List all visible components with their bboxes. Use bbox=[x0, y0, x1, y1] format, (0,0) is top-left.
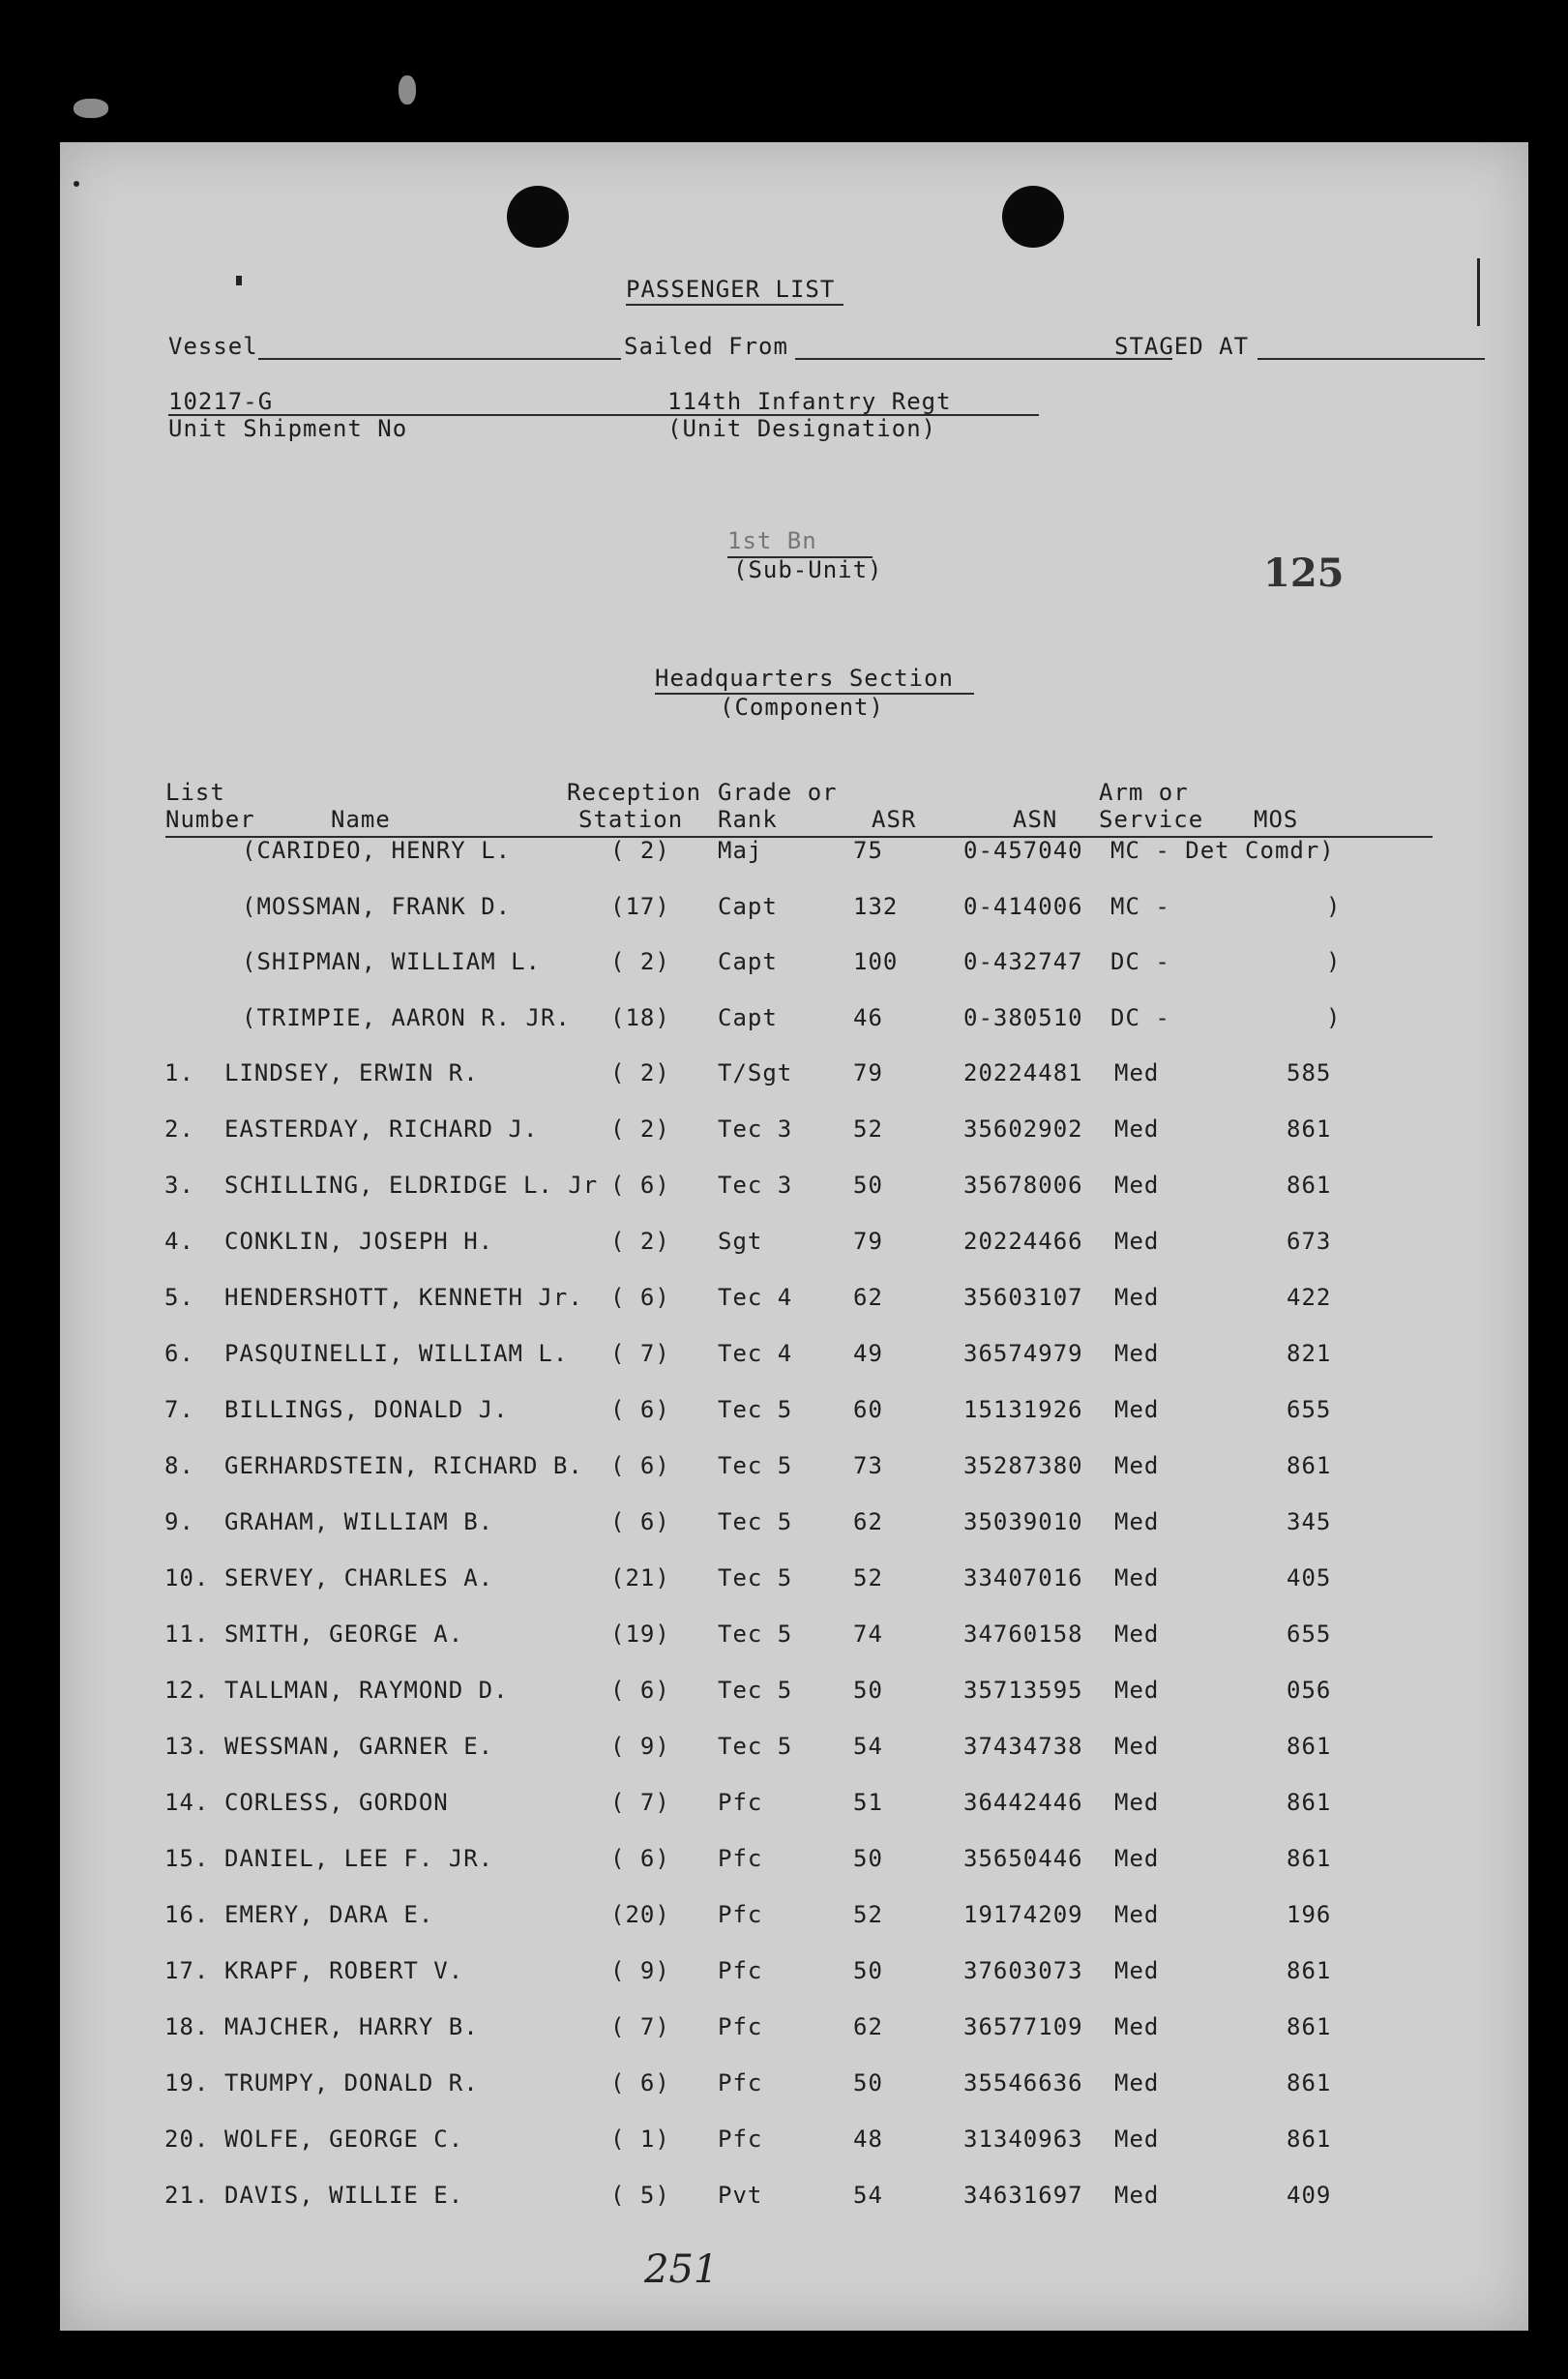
passenger-name: KRAPF, ROBERT V. bbox=[224, 1957, 464, 1984]
col-grade-2: Rank bbox=[718, 806, 778, 833]
grade: Sgt bbox=[718, 1228, 763, 1255]
arm-or-service: Med bbox=[1114, 1340, 1160, 1367]
mos: ) bbox=[1326, 948, 1342, 976]
col-mos: MOS bbox=[1254, 806, 1299, 833]
arm-or-service: Med bbox=[1114, 1508, 1160, 1535]
grade: Tec 3 bbox=[718, 1172, 793, 1199]
grade: Pfc bbox=[718, 2126, 763, 2153]
arm-or-service: Med bbox=[1114, 1957, 1160, 1984]
margin-mark bbox=[236, 276, 242, 285]
list-number: 21. bbox=[164, 2182, 210, 2209]
arm-or-service: Med bbox=[1114, 1789, 1160, 1816]
mos: 861 bbox=[1287, 1789, 1332, 1816]
asn: 20224481 bbox=[963, 1059, 1083, 1086]
col-list-number-1: List bbox=[165, 779, 225, 806]
asr: 74 bbox=[853, 1621, 883, 1648]
reception-station: ( 2) bbox=[610, 837, 670, 864]
title-underline bbox=[626, 304, 843, 306]
arm-or-service: Med bbox=[1114, 1172, 1160, 1199]
asr: 50 bbox=[853, 1677, 883, 1704]
arm-or-service: Med bbox=[1114, 1396, 1160, 1423]
passenger-name: MAJCHER, HARRY B. bbox=[224, 2013, 479, 2040]
asr: 54 bbox=[853, 1733, 883, 1760]
asr: 46 bbox=[853, 1004, 883, 1032]
asr: 52 bbox=[853, 1901, 883, 1928]
arm-or-service: DC - bbox=[1110, 948, 1170, 976]
asr: 75 bbox=[853, 837, 883, 864]
list-number: 3. bbox=[164, 1172, 194, 1199]
sub-unit-label: (Sub-Unit) bbox=[733, 556, 883, 583]
reception-station: (17) bbox=[610, 892, 670, 920]
mos: 861 bbox=[1287, 1452, 1332, 1479]
officer-row bbox=[60, 1004, 1528, 1039]
mos: 585 bbox=[1287, 1059, 1332, 1086]
reception-station: (21) bbox=[610, 1564, 670, 1591]
passenger-row bbox=[60, 1789, 1528, 1824]
arm-or-service: Med bbox=[1114, 1059, 1160, 1086]
passenger-name: TRUMPY, DONALD R. bbox=[224, 2069, 479, 2096]
grade: Tec 4 bbox=[718, 1340, 793, 1367]
passenger-row bbox=[60, 1508, 1528, 1543]
officer-name: (SHIPMAN, WILLIAM L. bbox=[242, 948, 541, 976]
asr: 51 bbox=[853, 1789, 883, 1816]
asn: 35650446 bbox=[963, 1845, 1083, 1872]
asn: 36574979 bbox=[963, 1340, 1083, 1367]
officer-name: (TRIMPIE, AARON R. JR. bbox=[242, 1004, 571, 1032]
list-number: 15. bbox=[164, 1845, 210, 1872]
officer-row bbox=[60, 948, 1528, 983]
list-number: 13. bbox=[164, 1733, 210, 1760]
arm-or-service: Med bbox=[1114, 1115, 1160, 1143]
grade: Tec 5 bbox=[718, 1396, 793, 1423]
margin-mark bbox=[1477, 258, 1480, 326]
passenger-row bbox=[60, 2069, 1528, 2104]
film-speck bbox=[399, 75, 416, 104]
mos: ) bbox=[1326, 892, 1342, 920]
asr: 50 bbox=[853, 1172, 883, 1199]
passenger-row bbox=[60, 1677, 1528, 1711]
grade: Tec 5 bbox=[718, 1564, 793, 1591]
passenger-row bbox=[60, 1733, 1528, 1768]
mos: 861 bbox=[1287, 2126, 1332, 2153]
list-number: 16. bbox=[164, 1901, 210, 1928]
mos: 861 bbox=[1287, 1845, 1332, 1872]
passenger-name: EMERY, DARA E. bbox=[224, 1901, 434, 1928]
punch-hole bbox=[1002, 186, 1064, 248]
list-number: 14. bbox=[164, 1789, 210, 1816]
grade: Pfc bbox=[718, 1789, 763, 1816]
passenger-name: TALLMAN, RAYMOND D. bbox=[224, 1677, 509, 1704]
asn: 37603073 bbox=[963, 1957, 1083, 1984]
asn: 35678006 bbox=[963, 1172, 1083, 1199]
arm-or-service: Med bbox=[1114, 2126, 1160, 2153]
reception-station: ( 2) bbox=[610, 1059, 670, 1086]
asn: 19174209 bbox=[963, 1901, 1083, 1928]
col-asr: ASR bbox=[872, 806, 917, 833]
list-number: 10. bbox=[164, 1564, 210, 1591]
mos: 861 bbox=[1287, 1172, 1332, 1199]
margin-mark bbox=[74, 181, 79, 187]
sub-unit: 1st Bn bbox=[727, 527, 817, 554]
list-number: 19. bbox=[164, 2069, 210, 2096]
component-label: (Component) bbox=[720, 694, 884, 721]
asr: 62 bbox=[853, 1284, 883, 1311]
passenger-row bbox=[60, 1284, 1528, 1319]
mos: 196 bbox=[1287, 1901, 1332, 1928]
grade: Tec 5 bbox=[718, 1677, 793, 1704]
passenger-row bbox=[60, 1059, 1528, 1094]
col-reception-1: Reception bbox=[567, 779, 702, 806]
mos: 861 bbox=[1287, 1733, 1332, 1760]
asr: 132 bbox=[853, 892, 899, 920]
col-reception-2: Station bbox=[578, 806, 684, 833]
passenger-name: WOLFE, GEORGE C. bbox=[224, 2126, 464, 2153]
officer-name: (MOSSMAN, FRANK D. bbox=[242, 892, 512, 920]
reception-station: ( 6) bbox=[610, 1677, 670, 1704]
reception-station: ( 9) bbox=[610, 1733, 670, 1760]
grade: Tec 3 bbox=[718, 1115, 793, 1143]
shipment-number: 10217-G bbox=[168, 388, 274, 415]
passenger-name: WESSMAN, GARNER E. bbox=[224, 1733, 494, 1760]
passenger-name: GERHARDSTEIN, RICHARD B. bbox=[224, 1452, 583, 1479]
reception-station: ( 6) bbox=[610, 1396, 670, 1423]
passenger-name: BILLINGS, DONALD J. bbox=[224, 1396, 509, 1423]
arm-or-service: Med bbox=[1114, 1677, 1160, 1704]
reception-station: ( 7) bbox=[610, 1340, 670, 1367]
passenger-row bbox=[60, 1845, 1528, 1880]
grade: Pfc bbox=[718, 2069, 763, 2096]
asn: 36577109 bbox=[963, 2013, 1083, 2040]
asr: 50 bbox=[853, 1845, 883, 1872]
unit-designation: 114th Infantry Regt bbox=[667, 388, 952, 415]
grade: Pfc bbox=[718, 1957, 763, 1984]
officer-row bbox=[60, 893, 1528, 928]
col-name: Name bbox=[331, 806, 391, 833]
arm-or-service: Med bbox=[1114, 1845, 1160, 1872]
passenger-row bbox=[60, 1564, 1528, 1599]
asn: 36442446 bbox=[963, 1789, 1083, 1816]
grade: Tec 5 bbox=[718, 1621, 793, 1648]
passenger-row bbox=[60, 1621, 1528, 1655]
reception-station: (20) bbox=[610, 1901, 670, 1928]
mos: 861 bbox=[1287, 1957, 1332, 1984]
asr: 52 bbox=[853, 1115, 883, 1143]
asn: 35713595 bbox=[963, 1677, 1083, 1704]
arm-or-service: MC - Det Comdr) bbox=[1110, 837, 1335, 864]
passenger-row bbox=[60, 1396, 1528, 1431]
reception-station: ( 2) bbox=[610, 948, 670, 976]
reception-station: ( 2) bbox=[610, 1115, 670, 1143]
asn: 35287380 bbox=[963, 1452, 1083, 1479]
mos: 655 bbox=[1287, 1621, 1332, 1648]
passenger-name: LINDSEY, ERWIN R. bbox=[224, 1059, 479, 1086]
asn: 0-432747 bbox=[963, 948, 1083, 976]
arm-or-service: Med bbox=[1114, 2182, 1160, 2209]
passenger-row bbox=[60, 2126, 1528, 2160]
col-grade-1: Grade or bbox=[718, 779, 838, 806]
passenger-row bbox=[60, 1452, 1528, 1487]
mos: 673 bbox=[1287, 1228, 1332, 1255]
arm-or-service: Med bbox=[1114, 1564, 1160, 1591]
asr: 54 bbox=[853, 2182, 883, 2209]
arm-or-service: DC - bbox=[1110, 1004, 1170, 1032]
reception-station: ( 6) bbox=[610, 1452, 670, 1479]
mos: 655 bbox=[1287, 1396, 1332, 1423]
arm-or-service: Med bbox=[1114, 1228, 1160, 1255]
component: Headquarters Section bbox=[655, 665, 954, 692]
list-number: 9. bbox=[164, 1508, 194, 1535]
passenger-row bbox=[60, 2182, 1528, 2216]
asn: 15131926 bbox=[963, 1396, 1083, 1423]
mos: 861 bbox=[1287, 2013, 1332, 2040]
mos: 345 bbox=[1287, 1508, 1332, 1535]
asn: 35603107 bbox=[963, 1284, 1083, 1311]
asr: 62 bbox=[853, 1508, 883, 1535]
reception-station: ( 6) bbox=[610, 2069, 670, 2096]
mos: 405 bbox=[1287, 1564, 1332, 1591]
grade: Tec 4 bbox=[718, 1284, 793, 1311]
grade: Capt bbox=[718, 892, 778, 920]
asr: 48 bbox=[853, 2126, 883, 2153]
asn: 0-380510 bbox=[963, 1004, 1083, 1032]
asr: 60 bbox=[853, 1396, 883, 1423]
asr: 79 bbox=[853, 1228, 883, 1255]
asn: 35039010 bbox=[963, 1508, 1083, 1535]
grade: Tec 5 bbox=[718, 1452, 793, 1479]
passenger-name: PASQUINELLI, WILLIAM L. bbox=[224, 1340, 569, 1367]
passenger-name: SMITH, GEORGE A. bbox=[224, 1621, 464, 1648]
reception-station: ( 7) bbox=[610, 2013, 670, 2040]
arm-or-service: MC - bbox=[1110, 892, 1170, 920]
mos: 861 bbox=[1287, 2069, 1332, 2096]
asr: 50 bbox=[853, 1957, 883, 1984]
reception-station: ( 7) bbox=[610, 1789, 670, 1816]
mos: 861 bbox=[1287, 1115, 1332, 1143]
mos: 056 bbox=[1287, 1677, 1332, 1704]
asr: 50 bbox=[853, 2069, 883, 2096]
reception-station: ( 6) bbox=[610, 1845, 670, 1872]
passenger-name: DAVIS, WILLIE E. bbox=[224, 2182, 464, 2209]
passenger-name: SERVEY, CHARLES A. bbox=[224, 1564, 494, 1591]
passenger-name: HENDERSHOTT, KENNETH Jr. bbox=[224, 1284, 583, 1311]
grade: Capt bbox=[718, 948, 778, 976]
list-number: 20. bbox=[164, 2126, 210, 2153]
arm-or-service: Med bbox=[1114, 1284, 1160, 1311]
page-number-stamp: 125 bbox=[1263, 550, 1345, 596]
asr: 52 bbox=[853, 1564, 883, 1591]
mos: 821 bbox=[1287, 1340, 1332, 1367]
grade: Pfc bbox=[718, 2013, 763, 2040]
asr: 73 bbox=[853, 1452, 883, 1479]
asr: 79 bbox=[853, 1059, 883, 1086]
asn: 0-414006 bbox=[963, 892, 1083, 920]
grade: Pfc bbox=[718, 1901, 763, 1928]
col-arm-2: Service bbox=[1099, 806, 1204, 833]
arm-or-service: Med bbox=[1114, 1901, 1160, 1928]
asn: 0-457040 bbox=[963, 837, 1083, 864]
passenger-row bbox=[60, 1957, 1528, 1992]
staged-at-blank bbox=[1257, 358, 1485, 360]
grade: Maj bbox=[718, 837, 763, 864]
asn: 37434738 bbox=[963, 1733, 1083, 1760]
grade: Capt bbox=[718, 1004, 778, 1032]
film-speck bbox=[74, 99, 108, 118]
asn: 31340963 bbox=[963, 2126, 1083, 2153]
passenger-row bbox=[60, 1901, 1528, 1936]
arm-or-service: Med bbox=[1114, 1621, 1160, 1648]
reception-station: (19) bbox=[610, 1621, 670, 1648]
passenger-row bbox=[60, 1340, 1528, 1375]
arm-or-service: Med bbox=[1114, 1452, 1160, 1479]
grade: Pfc bbox=[718, 1845, 763, 1872]
document-sheet bbox=[60, 142, 1528, 2331]
officer-name: (CARIDEO, HENRY L. bbox=[242, 837, 512, 864]
passenger-name: CONKLIN, JOSEPH H. bbox=[224, 1228, 494, 1255]
passenger-row bbox=[60, 1115, 1528, 1150]
reception-station: ( 6) bbox=[610, 1284, 670, 1311]
arm-or-service: Med bbox=[1114, 1733, 1160, 1760]
reception-station: ( 5) bbox=[610, 2182, 670, 2209]
vessel-label: Vessel bbox=[168, 333, 258, 360]
asn: 34760158 bbox=[963, 1621, 1083, 1648]
col-list-number-2: Number bbox=[165, 806, 255, 833]
grade: Tec 5 bbox=[718, 1508, 793, 1535]
list-number: 7. bbox=[164, 1396, 194, 1423]
asr: 62 bbox=[853, 2013, 883, 2040]
mos: 422 bbox=[1287, 1284, 1332, 1311]
reception-station: ( 2) bbox=[610, 1228, 670, 1255]
arm-or-service: Med bbox=[1114, 2069, 1160, 2096]
grade: Pvt bbox=[718, 2182, 763, 2209]
col-arm-1: Arm or bbox=[1099, 779, 1189, 806]
list-number: 11. bbox=[164, 1621, 210, 1648]
asn: 34631697 bbox=[963, 2182, 1083, 2209]
passenger-row bbox=[60, 1228, 1528, 1263]
vessel-blank bbox=[258, 358, 621, 360]
asn: 33407016 bbox=[963, 1564, 1083, 1591]
asn: 35546636 bbox=[963, 2069, 1083, 2096]
reception-station: ( 9) bbox=[610, 1957, 670, 1984]
asn: 35602902 bbox=[963, 1115, 1083, 1143]
passenger-row bbox=[60, 2013, 1528, 2048]
asr: 100 bbox=[853, 948, 899, 976]
staged-at-label: STAGED AT bbox=[1114, 333, 1250, 360]
reception-station: (18) bbox=[610, 1004, 670, 1032]
handwritten-page-number: 251 bbox=[644, 2247, 719, 2292]
passenger-name: DANIEL, LEE F. JR. bbox=[224, 1845, 494, 1872]
list-number: 17. bbox=[164, 1957, 210, 1984]
unit-designation-label: (Unit Designation) bbox=[667, 415, 937, 442]
officer-row bbox=[60, 837, 1528, 872]
arm-or-service: Med bbox=[1114, 2013, 1160, 2040]
passenger-name: EASTERDAY, RICHARD J. bbox=[224, 1115, 539, 1143]
list-number: 4. bbox=[164, 1228, 194, 1255]
asn: 20224466 bbox=[963, 1228, 1083, 1255]
passenger-row bbox=[60, 1172, 1528, 1206]
shipment-number-label: Unit Shipment No bbox=[168, 415, 408, 442]
punch-hole bbox=[507, 186, 569, 248]
grade: Tec 5 bbox=[718, 1733, 793, 1760]
col-asn: ASN bbox=[1013, 806, 1058, 833]
reception-station: ( 1) bbox=[610, 2126, 670, 2153]
passenger-name: CORLESS, GORDON bbox=[224, 1789, 449, 1816]
passenger-name: GRAHAM, WILLIAM B. bbox=[224, 1508, 494, 1535]
reception-station: ( 6) bbox=[610, 1508, 670, 1535]
reception-station: ( 6) bbox=[610, 1172, 670, 1199]
list-number: 6. bbox=[164, 1340, 194, 1367]
grade: T/Sgt bbox=[718, 1059, 793, 1086]
passenger-name: SCHILLING, ELDRIDGE L. Jr bbox=[224, 1172, 599, 1199]
list-number: 18. bbox=[164, 2013, 210, 2040]
list-number: 2. bbox=[164, 1115, 194, 1143]
mos: 409 bbox=[1287, 2182, 1332, 2209]
asr: 49 bbox=[853, 1340, 883, 1367]
list-number: 5. bbox=[164, 1284, 194, 1311]
list-number: 8. bbox=[164, 1452, 194, 1479]
mos: ) bbox=[1326, 1004, 1342, 1032]
sailed-from-label: Sailed From bbox=[624, 333, 788, 360]
list-number: 1. bbox=[164, 1059, 194, 1086]
page-title: PASSENGER LIST bbox=[626, 276, 836, 303]
list-number: 12. bbox=[164, 1677, 210, 1704]
